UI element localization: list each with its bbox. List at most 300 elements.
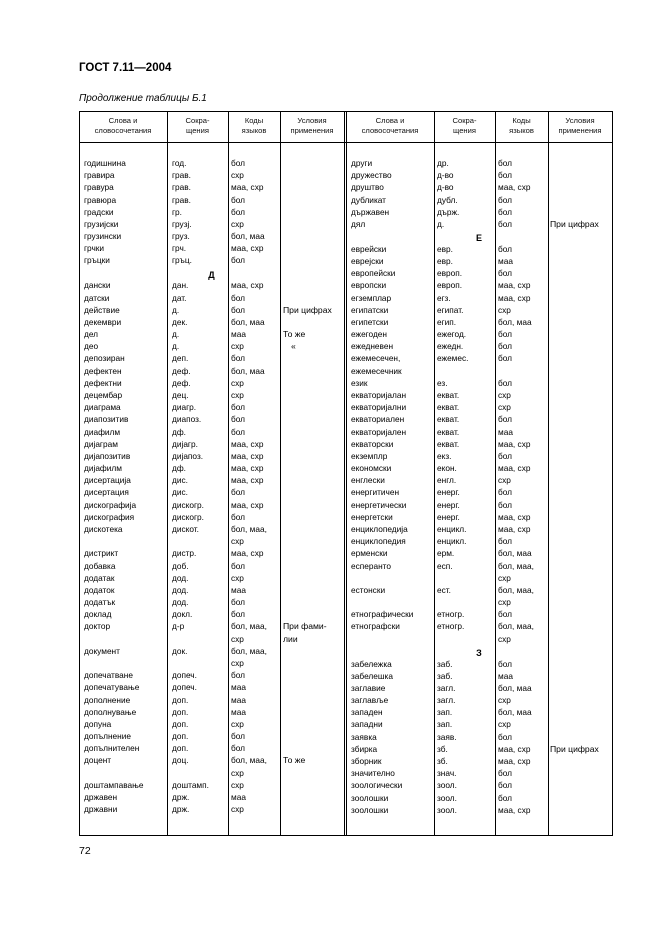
word-cell: дански [84, 280, 111, 291]
word-cell: европски [351, 280, 387, 291]
word-cell: диафилм [84, 426, 121, 437]
word-cell: гравюра [84, 194, 117, 205]
word-cell: ерменски [351, 548, 388, 559]
code-cell: бол [498, 499, 513, 510]
condition-cell: При цифрах [550, 218, 599, 229]
abbr-cell: етногр. [437, 609, 465, 620]
word-cell: екземплр [351, 450, 388, 461]
code-cell: маа, схр [231, 475, 264, 486]
abbr-cell: деп. [172, 353, 189, 364]
word-cell: ежемесечен, [351, 353, 401, 364]
abbr-cell: доп. [172, 743, 189, 754]
word-cell: дефектен [84, 365, 122, 376]
abbr-cell: док. [172, 645, 188, 656]
code-cell: маа, схр [231, 182, 264, 193]
section-letter: З [476, 647, 482, 658]
abbr-cell: зоол. [437, 792, 457, 803]
code-cell: бол, маа, [231, 524, 267, 534]
abbr-cell: дискогр. [172, 499, 204, 510]
abbr-cell: европ. [437, 268, 463, 279]
code-cell: бол [231, 670, 246, 681]
code-cell: схр [498, 304, 511, 315]
code-cell: бол, маа, [498, 560, 534, 571]
word-cell: дял [351, 218, 366, 229]
word-cell: грузински [84, 231, 122, 242]
code-cell: схр [231, 633, 244, 644]
code-cell: схр [498, 390, 511, 401]
word-cell: енергетически [351, 499, 407, 510]
word-cell: енергетски [351, 511, 393, 522]
code-cell: бол, маа [231, 316, 265, 327]
abbr-cell: држ. [172, 791, 190, 802]
code-cell: маа, схр [231, 463, 264, 474]
word-cell: гръцки [84, 255, 110, 266]
code-cell: бол [498, 414, 513, 425]
code-cell: бол [231, 255, 246, 266]
code-cell: бол, маа [498, 548, 532, 559]
word-cell: зборник [351, 756, 382, 767]
abbr-cell: дискот. [172, 524, 199, 534]
abbr-cell: деф. [172, 377, 191, 388]
word-cell: европейски [351, 268, 396, 279]
abbr-cell: държ. [437, 206, 460, 217]
abbr-cell: докл. [172, 609, 193, 620]
data-table [79, 111, 613, 835]
word-cell: допуна [84, 718, 112, 729]
code-cell: бол [231, 402, 246, 413]
abbr-cell: грав. [172, 170, 191, 181]
abbr-cell: зоол. [437, 804, 457, 815]
abbr-cell: зоол. [437, 780, 457, 791]
col-border [612, 111, 613, 835]
code-cell: схр [498, 475, 511, 486]
abbr-cell: доб. [172, 560, 189, 571]
code-cell: маа [231, 791, 246, 802]
word-cell: дискография [84, 511, 135, 522]
code-cell: маа, схр [231, 499, 264, 510]
abbr-cell: дистр. [172, 548, 197, 559]
abbr-cell: егип. [437, 316, 457, 327]
word-cell: грузијски [84, 218, 119, 229]
abbr-cell: д-во [437, 182, 454, 193]
code-cell: бол [231, 414, 246, 425]
abbr-cell: дан. [172, 280, 189, 291]
column-header: Условия применения [558, 116, 602, 135]
abbr-cell: грав. [172, 182, 191, 193]
code-cell: маа [498, 670, 513, 681]
code-cell: схр [498, 695, 511, 706]
code-cell: бол [498, 450, 513, 461]
code-cell: бол, маа, [498, 621, 534, 632]
word-cell: естонски [351, 584, 386, 595]
code-cell: маа [231, 694, 246, 705]
word-cell: енциклопедия [351, 536, 406, 547]
column-header: Слова и словосочетания [94, 116, 152, 135]
abbr-cell: енгл. [437, 475, 457, 486]
word-cell: диаграма [84, 402, 121, 413]
code-cell: бол [231, 511, 246, 522]
abbr-cell: држ. [172, 804, 190, 815]
col-border [228, 111, 229, 835]
code-cell: схр [231, 377, 244, 388]
abbr-cell: загл. [437, 695, 456, 706]
code-cell: маа, схр [498, 743, 531, 754]
code-cell: бол [498, 487, 513, 498]
code-cell: бол [231, 292, 246, 303]
word-cell: егземплар [351, 292, 392, 303]
code-cell: бол [231, 731, 246, 742]
word-cell: египатски [351, 304, 389, 315]
code-cell: бол [231, 743, 246, 754]
word-cell: дефектни [84, 377, 122, 388]
word-cell: заглавље [351, 695, 389, 706]
abbr-cell: енерг. [437, 499, 460, 510]
abbr-cell: год. [172, 158, 187, 168]
word-cell: збирка [351, 743, 378, 754]
word-cell: държавен [351, 206, 390, 217]
word-cell: гравира [84, 170, 115, 181]
word-cell: додатак [84, 572, 115, 583]
condition-cell: При цифрах [550, 743, 599, 754]
code-cell: схр [231, 572, 244, 583]
code-cell: бол [498, 377, 513, 388]
code-cell: бол [498, 792, 513, 803]
abbr-cell: д-во [437, 170, 454, 181]
code-cell: бол [498, 536, 513, 547]
col-border [79, 111, 80, 835]
word-cell: економски [351, 463, 392, 474]
abbr-cell: ежегод. [437, 329, 467, 340]
word-cell: годишнина [84, 158, 126, 168]
abbr-cell: етногр. [437, 621, 465, 632]
word-cell: ежемесечник [351, 365, 402, 376]
code-cell: бол, маа, [231, 755, 267, 766]
abbr-cell: д. [172, 341, 180, 352]
page-number: 72 [79, 845, 91, 857]
column-header: Сокра- щения [185, 116, 210, 135]
code-cell: бол [231, 194, 246, 205]
abbr-cell: дат. [172, 292, 187, 303]
code-cell: маа [231, 706, 246, 717]
code-cell: бол [498, 243, 513, 254]
word-cell: додатък [84, 597, 116, 608]
word-cell: државни [84, 804, 118, 815]
code-cell: бол [231, 304, 246, 315]
abbr-cell: грав. [172, 194, 191, 205]
abbr-cell: гр. [172, 206, 182, 217]
abbr-cell: ез. [437, 377, 448, 388]
word-cell: доштампавање [84, 779, 144, 790]
code-cell: схр [498, 402, 511, 413]
word-cell: египетски [351, 316, 389, 327]
code-cell: бол [498, 206, 513, 217]
code-cell: бол [498, 341, 513, 352]
abbr-cell: деф. [172, 365, 191, 376]
code-cell: маа, схр [498, 280, 531, 291]
abbr-cell: заб. [437, 658, 453, 669]
abbr-cell: доп. [172, 731, 189, 742]
column-header: Слова и словосочетания [361, 116, 419, 135]
code-cell: схр [231, 218, 244, 229]
abbr-cell: допеч. [172, 682, 197, 693]
word-cell: декември [84, 316, 122, 327]
column-header: Коды языков [509, 116, 534, 135]
abbr-cell: доштамп. [172, 779, 209, 790]
code-cell: схр [498, 719, 511, 730]
abbr-cell: заяв. [437, 731, 457, 742]
code-cell: бол [498, 780, 513, 791]
abbr-cell: допеч. [172, 670, 197, 681]
code-cell: схр [231, 536, 244, 547]
word-cell: език [351, 377, 368, 388]
code-cell: схр [231, 341, 244, 352]
abbr-cell: дис. [172, 487, 188, 498]
abbr-cell: дубл. [437, 194, 458, 205]
abbr-cell: дијапоз. [172, 450, 204, 461]
word-cell: забележка [351, 658, 392, 669]
abbr-cell: д-р [172, 621, 185, 632]
abbr-cell: евр. [437, 243, 453, 254]
word-cell: забелешка [351, 670, 393, 681]
abbr-cell: груз. [172, 231, 190, 242]
abbr-cell: ерм. [437, 548, 455, 559]
word-cell: етнографически [351, 609, 414, 620]
abbr-cell: екват. [437, 438, 460, 449]
code-cell: схр [231, 804, 244, 815]
abbr-cell: екват. [437, 426, 460, 437]
abbr-cell: дискогр. [172, 511, 204, 522]
code-cell: бол, маа [231, 365, 265, 376]
abbr-cell: енцикл. [437, 524, 467, 534]
word-cell: зоолошки [351, 792, 389, 803]
code-cell: бол, маа, [231, 621, 267, 632]
code-cell: схр [231, 390, 244, 401]
word-cell: етнографски [351, 621, 400, 632]
abbr-cell: екват. [437, 414, 460, 425]
word-cell: ежедневен [351, 341, 394, 352]
code-cell: схр [231, 170, 244, 181]
abbr-cell: д. [437, 218, 445, 229]
word-cell: дискографија [84, 499, 137, 510]
abbr-cell: зб. [437, 756, 448, 767]
abbr-cell: д. [172, 329, 180, 340]
section-letter: Д [208, 269, 215, 280]
word-cell: допълнителен [84, 743, 140, 754]
column-header: Коды языков [241, 116, 267, 135]
word-cell: еврейски [351, 243, 387, 254]
word-cell: државен [84, 791, 118, 802]
code-cell: бол [498, 194, 513, 205]
word-cell: ежегоден [351, 329, 387, 340]
word-cell: децембар [84, 390, 123, 401]
abbr-cell: ест. [437, 584, 451, 595]
column-header: Условия применения [290, 116, 334, 135]
abbr-cell: ежемес. [437, 353, 469, 364]
col-border [495, 111, 496, 835]
code-cell: маа, схр [498, 463, 531, 474]
abbr-cell: дис. [172, 475, 188, 486]
code-cell: схр [231, 767, 244, 778]
abbr-cell: екон. [437, 463, 457, 474]
abbr-cell: египат. [437, 304, 464, 315]
code-cell: маа, схр [231, 438, 264, 449]
word-cell: западен [351, 707, 383, 718]
word-cell: депозиран [84, 353, 125, 364]
word-cell: действие [84, 304, 120, 315]
word-cell: документ [84, 645, 120, 656]
abbr-cell: ежедн. [437, 341, 464, 352]
word-cell: датски [84, 292, 110, 303]
word-cell: дисертация [84, 487, 129, 498]
code-cell: бол [498, 609, 513, 620]
code-cell: схр [498, 572, 511, 583]
word-cell: допечатване [84, 670, 133, 681]
condition-cell: При фами- [283, 621, 327, 632]
code-cell: маа, схр [231, 280, 264, 291]
abbr-cell: д. [172, 304, 180, 315]
word-cell: заглавие [351, 682, 386, 693]
word-cell: екваториален [351, 414, 405, 425]
col-border [344, 111, 345, 835]
word-cell: екваторијалан [351, 390, 407, 401]
word-cell: дискотека [84, 524, 123, 534]
word-cell: дополнение [84, 694, 131, 705]
word-cell: гравура [84, 182, 114, 193]
word-cell: значително [351, 768, 395, 779]
col-border [548, 111, 549, 835]
abbr-cell: есп. [437, 560, 453, 571]
abbr-cell: европ. [437, 280, 463, 291]
condition-cell: « [291, 341, 296, 352]
code-cell: маа, схр [231, 548, 264, 559]
code-cell: маа, схр [498, 511, 531, 522]
word-cell: екваторијален [351, 426, 407, 437]
word-cell: дружество [351, 170, 392, 181]
standard-header: ГОСТ 7.11—2004 [79, 62, 172, 74]
code-cell: маа, схр [498, 182, 531, 193]
word-cell: други [351, 158, 373, 168]
word-cell: енглески [351, 475, 385, 486]
code-cell: бол [498, 768, 513, 779]
code-cell: схр [498, 633, 511, 644]
abbr-cell: дек. [172, 316, 188, 327]
abbr-cell: зап. [437, 707, 453, 718]
table-bottom-border [79, 835, 613, 836]
code-cell: бол, маа [498, 707, 532, 718]
word-cell: есперанто [351, 560, 392, 571]
col-border [280, 111, 281, 835]
word-cell: зоолошки [351, 804, 389, 815]
abbr-cell: екват. [437, 390, 460, 401]
word-cell: део [84, 341, 99, 352]
code-cell: бол [498, 170, 513, 181]
abbr-cell: дец. [172, 390, 189, 401]
abbr-cell: дијагр. [172, 438, 198, 449]
word-cell: енциклопедија [351, 524, 408, 534]
abbr-cell: грч. [172, 243, 187, 254]
table-caption: Продолжение таблицы Б.1 [79, 93, 207, 104]
code-cell: маа, схр [498, 292, 531, 303]
word-cell: дијафилм [84, 463, 122, 474]
col-border [346, 111, 347, 835]
code-cell: бол [231, 609, 246, 620]
code-cell: бол [231, 206, 246, 217]
code-cell: маа, схр [231, 243, 264, 254]
code-cell: маа, схр [498, 524, 531, 534]
section-letter: Е [475, 233, 482, 244]
abbr-cell: диапоз. [172, 414, 202, 425]
code-cell: бол, маа [231, 231, 265, 242]
code-cell: схр [498, 597, 511, 608]
abbr-cell: знач. [437, 768, 457, 779]
code-cell: маа [231, 682, 246, 693]
abbr-cell: диагр. [172, 402, 197, 413]
code-cell: бол [498, 731, 513, 742]
code-cell: маа, схр [498, 438, 531, 449]
word-cell: дијапозитив [84, 450, 131, 461]
abbr-cell: дф. [172, 426, 186, 437]
code-cell: маа, схр [498, 804, 531, 815]
abbr-cell: доп. [172, 706, 189, 717]
word-cell: екваторски [351, 438, 394, 449]
abbr-cell: егз. [437, 292, 451, 303]
condition-cell: То же [283, 329, 306, 340]
code-cell: бол [231, 487, 246, 498]
word-cell: дополнување [84, 706, 137, 717]
word-cell: диапозитив [84, 414, 129, 425]
code-cell: бол [498, 329, 513, 340]
abbr-cell: дод. [172, 572, 189, 583]
abbr-cell: заб. [437, 670, 453, 681]
abbr-cell: зап. [437, 719, 453, 730]
code-cell: бол, маа, [498, 584, 534, 595]
abbr-cell: загл. [437, 682, 456, 693]
word-cell: допълнение [84, 731, 132, 742]
code-cell: схр [231, 718, 244, 729]
word-cell: дубликат [351, 194, 386, 205]
abbr-cell: доп. [172, 694, 189, 705]
code-cell: бол [231, 597, 246, 608]
abbr-cell: зб. [437, 743, 448, 754]
word-cell: градски [84, 206, 114, 217]
word-cell: зоологически [351, 780, 403, 791]
abbr-cell: доц. [172, 755, 189, 766]
abbr-cell: енерг. [437, 511, 460, 522]
abbr-cell: доп. [172, 718, 189, 729]
code-cell: бол [231, 353, 246, 364]
code-cell: бол [231, 560, 246, 571]
code-cell: бол, маа [498, 316, 532, 327]
code-cell: бол [498, 268, 513, 279]
word-cell: заявка [351, 731, 377, 742]
code-cell: бол [498, 658, 513, 669]
word-cell: дел [84, 329, 99, 340]
word-cell: добавка [84, 560, 116, 571]
word-cell: доклад [84, 609, 112, 620]
column-header: Сокра- щения [452, 116, 477, 135]
code-cell: маа, схр [498, 756, 531, 767]
condition-cell: При цифрах [283, 304, 332, 315]
code-cell: бол, маа, [231, 645, 267, 656]
code-cell: маа [498, 256, 513, 267]
code-cell: схр [231, 657, 244, 668]
word-cell: друштво [351, 182, 384, 193]
code-cell: бол [498, 158, 513, 168]
word-cell: западни [351, 719, 383, 730]
word-cell: екваторијални [351, 402, 407, 413]
abbr-cell: дф. [172, 463, 186, 474]
word-cell: дисертација [84, 475, 131, 486]
